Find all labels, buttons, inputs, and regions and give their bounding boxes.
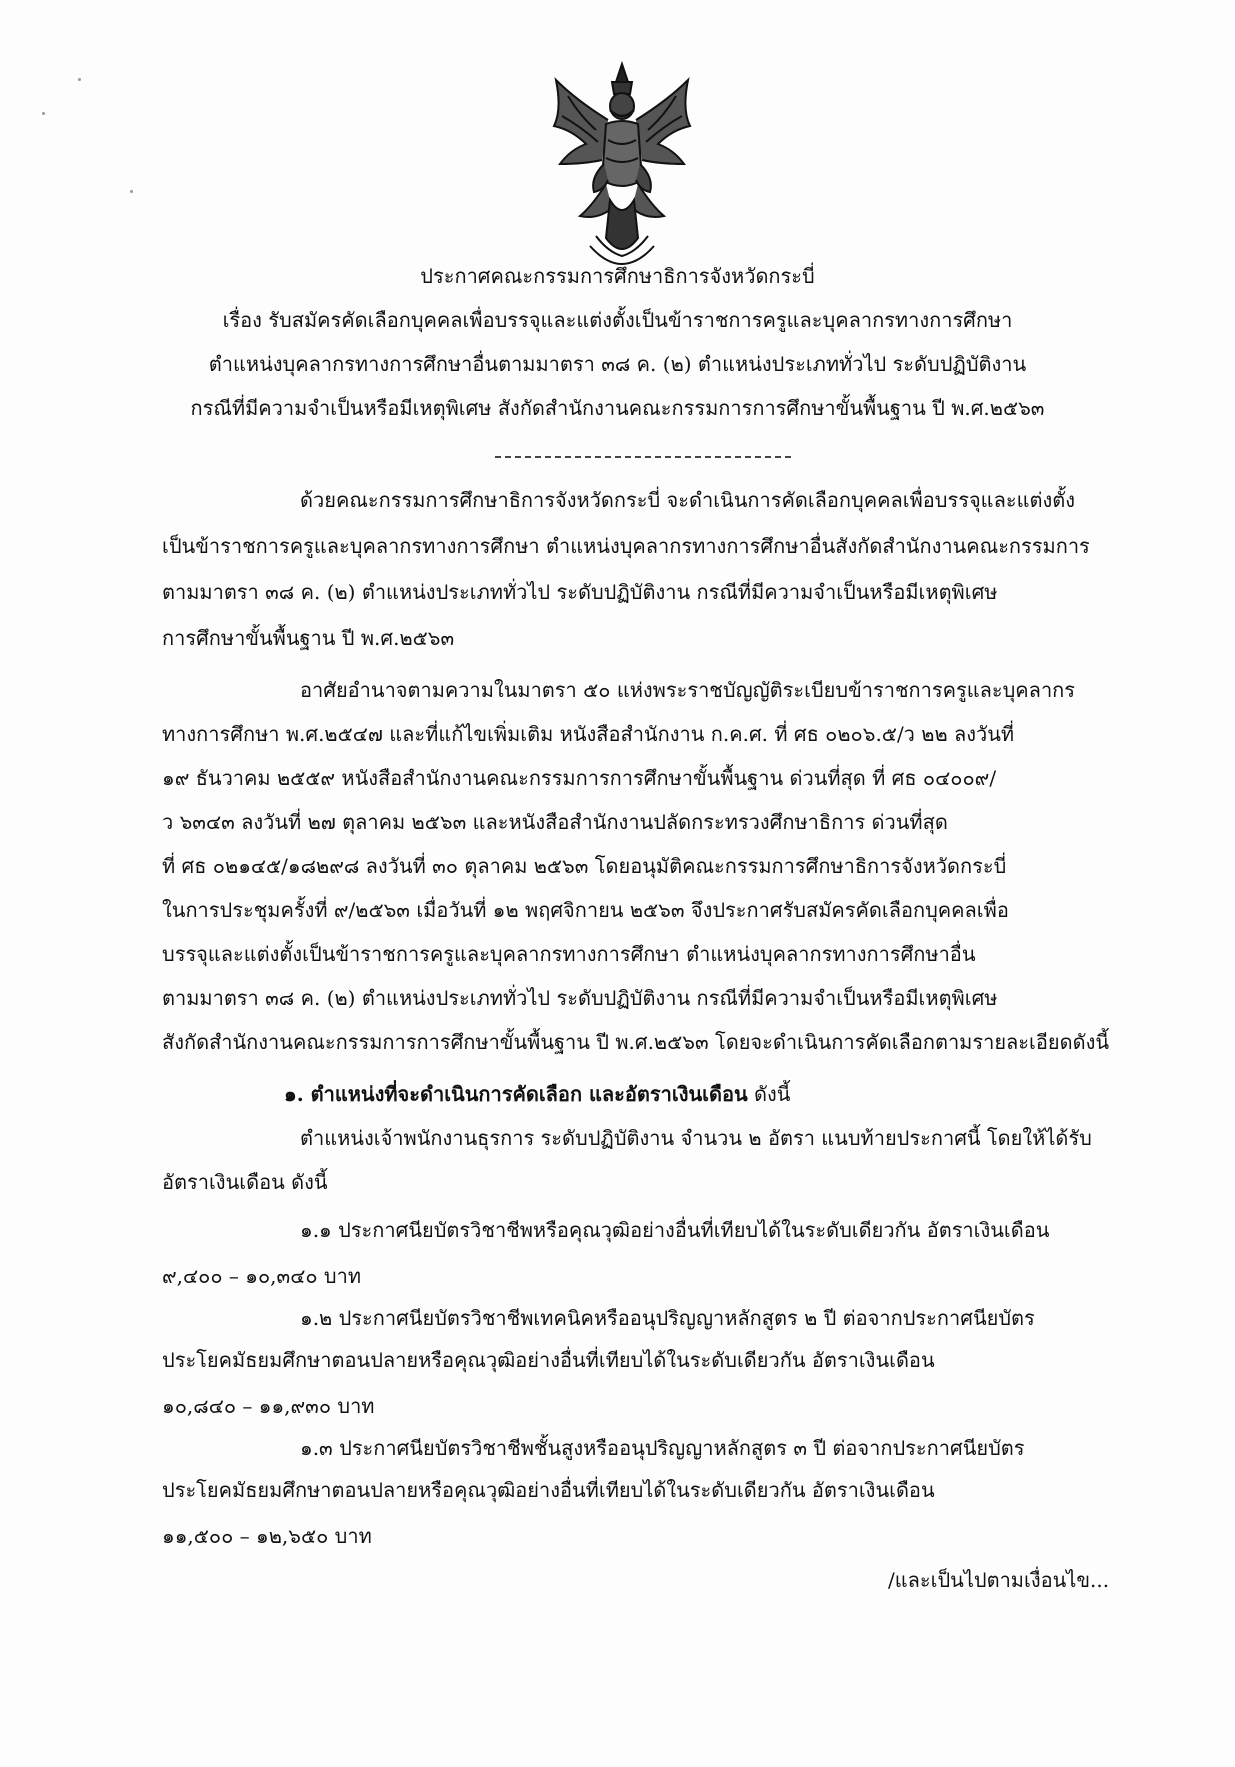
scan-speck [130,190,133,193]
salary-item-rate: ๑๐,๘๔๐ – ๑๑,๙๓๐ บาท [162,1394,375,1418]
intro-line: ตามมาตรา ๓๘ ค. (๒) ตำแหน่งประเภททั่วไป ระดับปฏิบัติงาน กรณีที่มีความจำเป็นหรือมีเหตุพิเศษ [162,580,998,604]
header-divider [495,456,791,458]
salary-item-text: ๑.๒ ประกาศนียบัตรวิชาชีพเทคนิคหรืออนุปริญญาหลักสูตร ๒ ปี ต่อจากประกาศนียบัตร [300,1306,1035,1330]
issuer-line: ประกาศคณะกรรมการศึกษาธิการจังหวัดกระบี่ [420,264,815,288]
continuation-note: /และเป็นไปตามเงื่อนไข... [888,1568,1110,1592]
subject-line-1: เรื่อง รับสมัครคัดเลือกบุคคลเพื่อบรรจุและแต่งตั้งเป็นข้าราชการครูและบุคลากรทางการศึกษา [222,308,1013,332]
salary-item-text: ประโยคมัธยมศึกษาตอนปลายหรือคุณวุฒิอย่างอื่นที่เทียบได้ในระดับเดียวกัน อัตราเงินเดือน [162,1348,935,1372]
intro-line: ด้วยคณะกรรมการศึกษาธิการจังหวัดกระบี่ จะดำเนินการคัดเลือกบุคคลเพื่อบรรจุและแต่งตั้ง [300,488,1075,512]
authority-line: ทางการศึกษา พ.ศ.๒๕๔๗ และที่แก้ไขเพิ่มเติม หนังสือสำนักงาน ก.ค.ศ. ที่ ศธ ๐๒๐๖.๕/ว ๒๒ ลงวันที่ [162,722,1015,746]
salary-item-rate: ๑๑,๕๐๐ – ๑๒,๖๕๐ บาท [162,1524,372,1548]
section-1-heading-suffix: ดังนี้ [754,1082,791,1106]
intro-line: การศึกษาขั้นพื้นฐาน ปี พ.ศ.๒๕๖๓ [162,626,455,650]
authority-line: บรรจุและแต่งตั้งเป็นข้าราชการครูและบุคลากรทางการศึกษา ตำแหน่งบุคลากรทางการศึกษาอื่น [162,942,976,966]
scan-speck [42,112,45,115]
authority-line: ตามมาตรา ๓๘ ค. (๒) ตำแหน่งประเภททั่วไป ระดับปฏิบัติงาน กรณีที่มีความจำเป็นหรือมีเหตุพิเศษ [162,986,998,1010]
intro-line: เป็นข้าราชการครูและบุคลากรทางการศึกษา ตำแหน่งบุคลากรทางการศึกษาอื่นสังกัดสำนักงานคณะกรรมการ [162,534,1090,558]
section-1-paragraph: ตำแหน่งเจ้าพนักงานธุรการ ระดับปฏิบัติงาน จำนวน ๒ อัตรา แนบท้ายประกาศนี้ โดยให้ได้รับ [300,1126,1092,1150]
garuda-emblem-icon [546,60,698,266]
salary-item-text: ประโยคมัธยมศึกษาตอนปลายหรือคุณวุฒิอย่างอื่นที่เทียบได้ในระดับเดียวกัน อัตราเงินเดือน [162,1478,935,1502]
section-1-paragraph: อัตราเงินเดือน ดังนี้ [162,1170,328,1194]
authority-line: ที่ ศธ ๐๒๑๔๕/๑๘๒๙๘ ลงวันที่ ๓๐ ตุลาคม ๒๕๖๓ โดยอนุมัติคณะกรรมการศึกษาธิการจังหวัดกระบี่ [162,854,1007,878]
section-1-heading-row [284,1080,790,1108]
authority-line: สังกัดสำนักงานคณะกรรมการการศึกษาขั้นพื้นฐาน ปี พ.ศ.๒๕๖๓ โดยจะดำเนินการคัดเลือกตามรายละเอียดดังนี้ [162,1030,1110,1054]
authority-line: อาศัยอำนาจตามความในมาตรา ๕๐ แห่งพระราชบัญญัติระเบียบข้าราชการครูและบุคลากร [300,678,1076,702]
subject-line-3: กรณีที่มีความจำเป็นหรือมีเหตุพิเศษ สังกัดสำนักงานคณะกรรมการการศึกษาขั้นพื้นฐาน ปี พ.ศ.๒๕๖๓ [190,396,1045,420]
section-1-heading: ๑. ตำแหน่งที่จะดำเนินการคัดเลือก และอัตราเงินเดือน [284,1082,748,1106]
authority-line: ว ๖๓๔๓ ลงวันที่ ๒๗ ตุลาคม ๒๕๖๓ และหนังสือสำนักงานปลัดกระทรวงศึกษาธิการ ด่วนที่สุด [162,810,948,834]
subject-line-2: ตำแหน่งบุคลากรทางการศึกษาอื่นตามมาตรา ๓๘ ค. (๒) ตำแหน่งประเภททั่วไป ระดับปฏิบัติงาน [208,352,1027,376]
salary-item-rate: ๙,๔๐๐ – ๑๐,๓๔๐ บาท [162,1264,362,1288]
authority-line: ๑๙ ธันวาคม ๒๕๕๙ หนังสือสำนักงานคณะกรรมการการศึกษาขั้นพื้นฐาน ด่วนที่สุด ที่ ศธ ๐๔๐๐๙/ [162,766,997,790]
scan-speck [78,78,81,81]
salary-item-text: ๑.๑ ประกาศนียบัตรวิชาชีพหรือคุณวุฒิอย่างอื่นที่เทียบได้ในระดับเดียวกัน อัตราเงินเดือน [300,1218,1050,1242]
salary-item-text: ๑.๓ ประกาศนียบัตรวิชาชีพชั้นสูงหรืออนุปริญญาหลักสูตร ๓ ปี ต่อจากประกาศนียบัตร [300,1436,1025,1460]
authority-line: ในการประชุมครั้งที่ ๙/๒๕๖๓ เมื่อวันที่ ๑๒ พฤศจิกายน ๒๕๖๓ จึงประกาศรับสมัครคัดเลือกบุคคลเพื่อ [162,898,1009,922]
